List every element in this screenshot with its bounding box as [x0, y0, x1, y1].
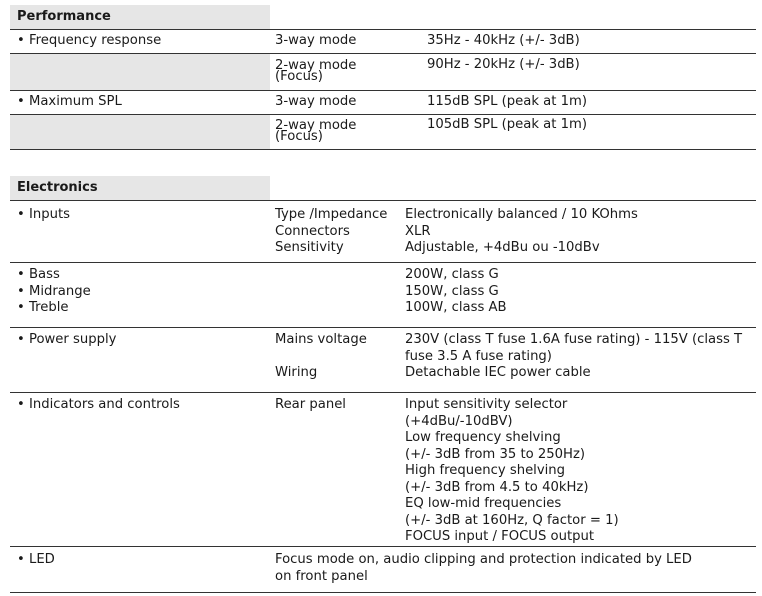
frequency-response-label: • Frequency response [17, 33, 162, 48]
amp-power-values: 200W, class G 150W, class G 100W, class AB [405, 267, 507, 315]
divider [10, 546, 756, 547]
rear-panel-values: Input sensitivity selector (+4dBu/-10dBV) Low frequency shelving (+/- 3dB from 35 to 250Hz) High frequency shelving (+/- 3dB from 4.5 to 40kHz) EQ low-mid frequencies (+/- 3dB at 160Hz, Q factor = 1) FOCUS input / FOCUS output [405, 397, 619, 544]
mode-label: 3-way mode [275, 94, 357, 109]
mode-label: 2-way mode (Focus) [275, 118, 357, 144]
divider [10, 592, 756, 593]
spec-value: 115dB SPL (peak at 1m) [427, 94, 588, 109]
shaded-label-cell [10, 54, 270, 90]
divider [10, 262, 756, 263]
mains-voltage-param: Mains voltage [275, 332, 367, 347]
led-description: Focus mode on, audio clipping and protection indicated by LED on front panel [275, 552, 692, 584]
maximum-spl-label: • Maximum SPL [17, 94, 122, 109]
inputs-values: Electronically balanced / 10 KOhms XLR Adjustable, +4dBu ou -10dBv [405, 207, 638, 255]
divider [10, 90, 756, 91]
divider [10, 392, 756, 393]
indicators-controls-label: • Indicators and controls [17, 397, 180, 412]
spec-value: 35Hz - 40kHz (+/- 3dB) [427, 33, 580, 48]
amp-channel-labels: • Bass • Midrange • Treble [17, 267, 91, 315]
wiring-value: Detachable IEC power cable [405, 365, 591, 380]
spec-value: 105dB SPL (peak at 1m) [427, 117, 588, 132]
shaded-label-cell [10, 115, 270, 149]
divider [10, 327, 756, 328]
electronics-header: Electronics [10, 176, 270, 200]
divider [10, 149, 756, 150]
performance-table [10, 5, 756, 151]
electronics-table [10, 176, 756, 596]
rear-panel-param: Rear panel [275, 397, 346, 412]
mains-voltage-value: 230V (class T fuse 1.6A fuse rating) - 115V (class T fuse 3.5 A fuse rating) [405, 332, 743, 364]
wiring-param: Wiring [275, 365, 318, 380]
mode-label: 3-way mode [275, 33, 357, 48]
power-supply-label: • Power supply [17, 332, 117, 347]
mode-label: 2-way mode (Focus) [275, 58, 357, 84]
divider [10, 200, 756, 201]
inputs-params: Type /Impedance Connectors Sensitivity [275, 207, 388, 255]
performance-header: Performance [10, 5, 270, 29]
spec-value: 90Hz - 20kHz (+/- 3dB) [427, 57, 580, 72]
inputs-label: • Inputs [17, 207, 70, 222]
divider [10, 29, 756, 30]
led-label: • LED [17, 552, 55, 567]
